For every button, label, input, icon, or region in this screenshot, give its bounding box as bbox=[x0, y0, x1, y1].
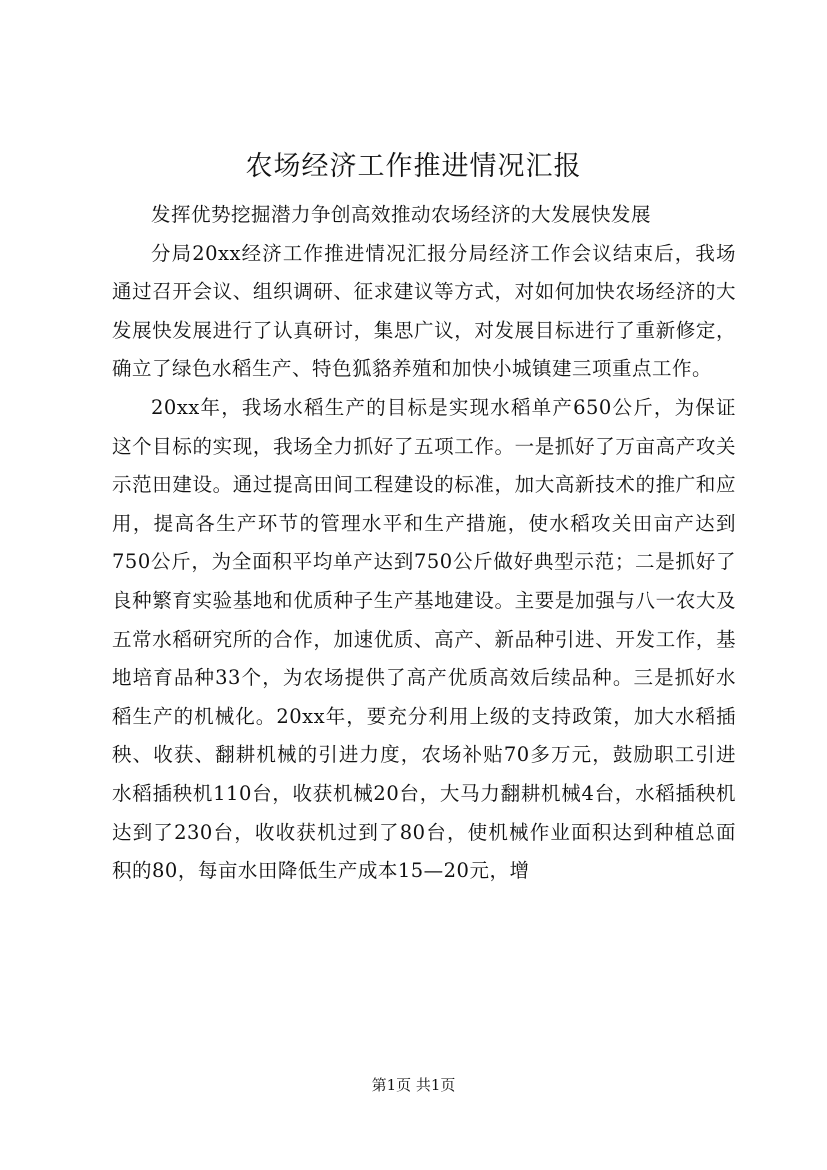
paragraph-1: 分局20xx经济工作推进情况汇报分局经济工作会议结束后，我场通过召开会议、组织调研、征求建议等方式，对如何加快农场经济的大发展快发展进行了认真研讨，集思广议，对发展目标进行了重新修定，确立了绿色水稻生产、特色狐貉养殖和加快小城镇建三项重点工作。 bbox=[112, 241, 736, 381]
document-body bbox=[112, 196, 736, 891]
page-footer: 第1页 共1页 bbox=[371, 1076, 456, 1094]
paragraph-2: 20xx年，我场水稻生产的目标是实现水稻单产650公斤，为保证这个目标的实现，我场全力抓好了五项工作。一是抓好了万亩高产攻关示范田建设。通过提高田间工程建设的标准，加大高新技术的推广和应用，提高各生产环节的管理水平和生产措施，使水稻攻关田亩产达到750公斤，为全面积平均单产达到750公斤做好典型示范；二是抓好了良种繁育实验基地和优质种子生产基地建设。主要是加强与八一农大及五常水稻研究所的合作，加速优质、高产、新品种引进、开发工作，基地培育品种33个，为农场提供了高产优质高效后续品种。三是抓好水稻生产的机械化。20xx年，要充分利用上级的支持政策，加大水稻插秧、收获、翻耕机械的引进力度，农场补贴70多万元，鼓励职工引进水稻插秧机110台，收获机械20台，大马力翻耕机械4台，水稻插秧机达到了230台，收收获机过到了80台，使机械作业面积达到种植总面积的80，每亩水田降低生产成本15—20元，增 bbox=[112, 395, 736, 883]
document-title: 农场经济工作推进情况汇报 bbox=[245, 151, 582, 182]
document-subtitle: 发挥优势挖掘潜力争创高效推动农场经济的大发展快发展 bbox=[151, 203, 652, 226]
